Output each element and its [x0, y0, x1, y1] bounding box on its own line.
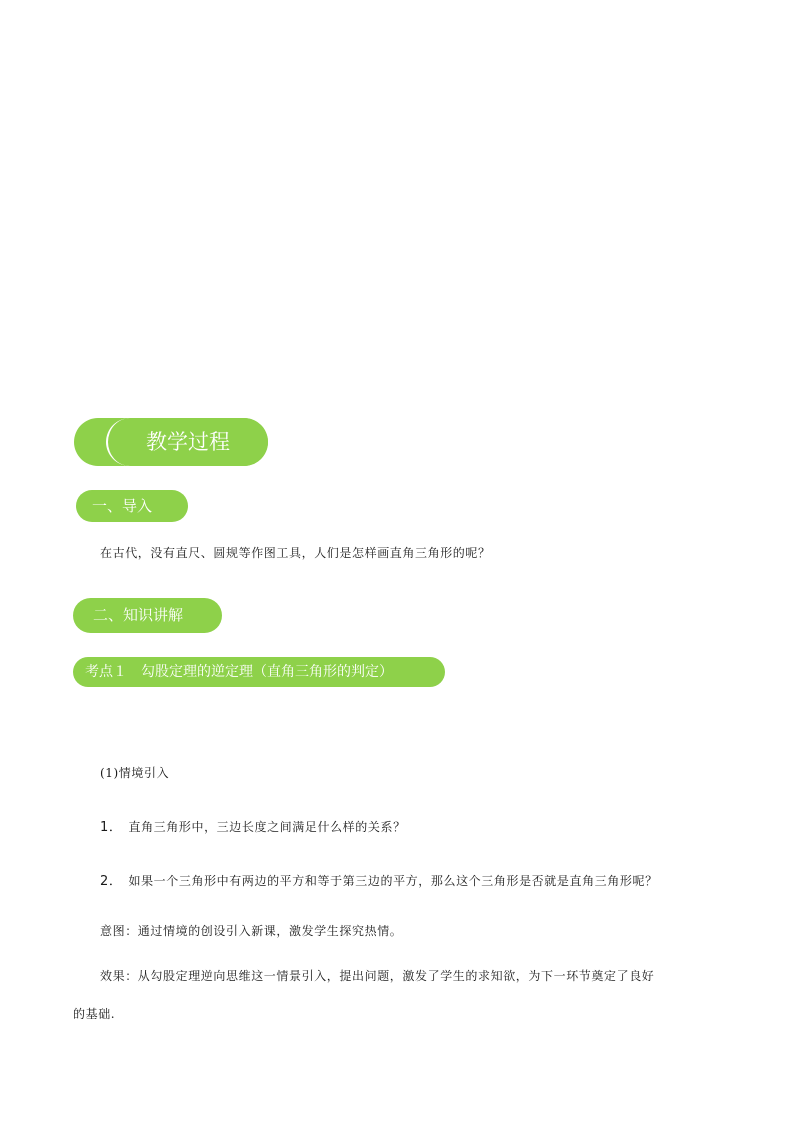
intro-paragraph: 在古代，没有直尺、圆规等作图工具，人们是怎样画直角三角形的呢？ — [100, 546, 491, 560]
key-point-title: 勾股定理的逆定理（直角三角形的判定） — [141, 664, 393, 680]
subsection-intro-pill — [76, 490, 188, 522]
subsection-knowledge-pill — [73, 598, 222, 633]
effect-paragraph-line-1: 效果：从勾股定理逆向思维这一情景引入，提出问题，激发了学生的求知欲，为下一环节奠定了良好 — [100, 969, 655, 983]
question-2-number: 2． — [100, 874, 123, 889]
key-point-1-pill — [73, 657, 445, 687]
question-2-text: 如果一个三角形中有两边的平方和等于第三边的平方，那么这个三角形是否就是直角三角形呢？ — [128, 874, 658, 888]
section-header-title: 教学过程 — [146, 430, 230, 454]
situation-label: (1)情境引入 — [100, 766, 170, 780]
section-header-teaching-process — [74, 418, 268, 466]
key-point-label: 考点１ — [85, 664, 127, 680]
question-1 — [100, 818, 406, 837]
intent-paragraph: 意图：通过情境的创设引入新课，激发学生探究热情。 — [100, 924, 403, 938]
effect-paragraph-line-2: 的基础. — [73, 1007, 116, 1021]
subsection-intro-title: 一、导入 — [92, 497, 153, 515]
question-2 — [100, 872, 658, 891]
question-1-number: 1． — [100, 820, 123, 835]
subsection-knowledge-title: 二、知识讲解 — [93, 606, 184, 624]
question-1-text: 直角三角形中，三边长度之间满足什么样的关系？ — [128, 820, 406, 834]
